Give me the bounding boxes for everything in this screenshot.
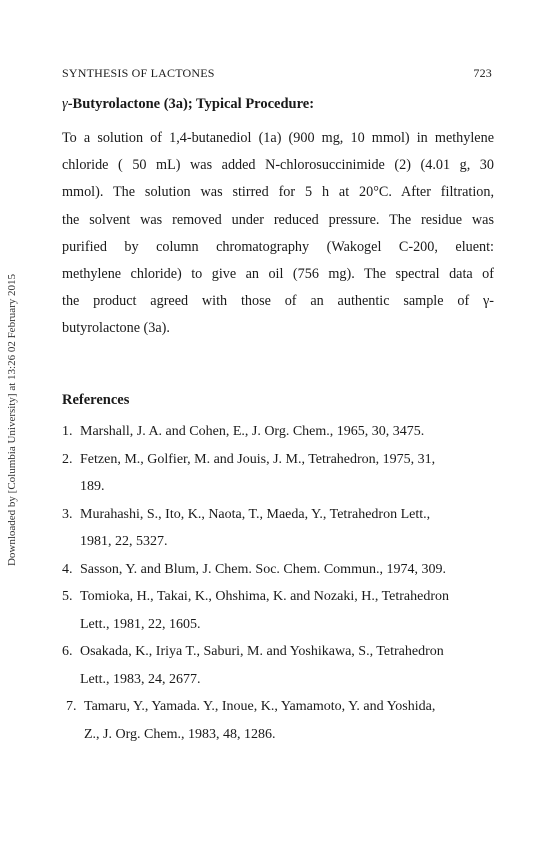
running-head-title: SYNTHESIS OF LACTONES <box>62 66 215 80</box>
reference-text: Murahashi, S., Ito, K., Naota, T., Maeda, Y., Tetrahedron Lett., <box>80 506 431 522</box>
reference-number: 6. <box>62 644 73 659</box>
reference-item <box>62 556 494 584</box>
reference-text-continued: Lett., 1981, 22, 1605. <box>80 616 201 632</box>
references-list <box>62 418 494 748</box>
references-heading: References <box>62 392 130 408</box>
reference-number: 3. <box>62 506 73 522</box>
procedure-line: To a solution of 1,4-butanediol (1a) (900 mg, 10 mmol) in methylene <box>62 130 494 146</box>
procedure-line: butyrolactone (3a). <box>62 320 170 337</box>
reference-item <box>62 693 494 748</box>
reference-number: 7. <box>66 699 77 714</box>
procedure-paragraph <box>62 125 494 343</box>
reference-text-continued: 1981, 22, 5327. <box>80 534 168 549</box>
running-head <box>62 66 492 81</box>
reference-text: Marshall, J. A. and Cohen, E., J. Org. Chem., 1965, 30, 3475. <box>80 424 425 439</box>
reference-text: Tomioka, H., Takai, K., Ohshima, K. and Nozaki, H., Tetrahedron <box>80 589 450 604</box>
procedure-line: methylene chloride) to give an oil (756 mg). The spectral data of <box>62 266 494 283</box>
procedure-line: mmol). The solution was stirred for 5 h at 20°C. After filtration, <box>62 184 494 201</box>
reference-number: 4. <box>62 561 73 577</box>
procedure-line: the solvent was removed under reduced pressure. The residue was <box>62 211 494 228</box>
procedure-line: the product agreed with those of an authentic sample of γ- <box>62 293 494 310</box>
reference-item <box>62 583 494 638</box>
reference-item <box>62 638 494 693</box>
reference-item <box>62 446 494 501</box>
procedure-line: purified by column chromatography (Wakogel C-200, eluent: <box>62 238 494 255</box>
download-watermark-text: Downloaded by [Columbia University] at 13:26 02 February 2015 <box>6 273 18 567</box>
reference-text-continued: 189. <box>80 479 105 494</box>
reference-number: 1. <box>62 424 73 439</box>
reference-text: Tamaru, Y., Yamada. Y., Inoue, K., Yamamoto, Y. and Yoshida, <box>84 699 436 714</box>
reference-item <box>62 418 494 446</box>
reference-number: 2. <box>62 451 73 467</box>
page-number: 723 <box>473 66 492 80</box>
reference-text: Fetzen, M., Golfier, M. and Jouis, J. M., Tetrahedron, 1975, 31, <box>80 451 436 467</box>
download-watermark <box>0 0 24 864</box>
reference-number: 5. <box>62 589 73 604</box>
reference-item <box>62 501 494 556</box>
reference-text: Osakada, K., Iriya T., Saburi, M. and Yoshikawa, S., Tetrahedron <box>80 644 444 659</box>
reference-text-continued: Z., J. Org. Chem., 1983, 48, 1286. <box>84 726 276 742</box>
procedure-line: chloride ( 50 mL) was added N-chlorosuccinimide (2) (4.01 g, 30 <box>62 157 494 174</box>
procedure-heading <box>62 96 314 113</box>
reference-text-continued: Lett., 1983, 24, 2677. <box>80 671 201 687</box>
reference-text: Sasson, Y. and Blum, J. Chem. Soc. Chem. Commun., 1974, 309. <box>80 561 446 577</box>
procedure-heading-text: -Butyrolactone (3a); Typical Procedure: <box>67 96 315 112</box>
procedure-heading-prefix: γ <box>62 96 68 112</box>
